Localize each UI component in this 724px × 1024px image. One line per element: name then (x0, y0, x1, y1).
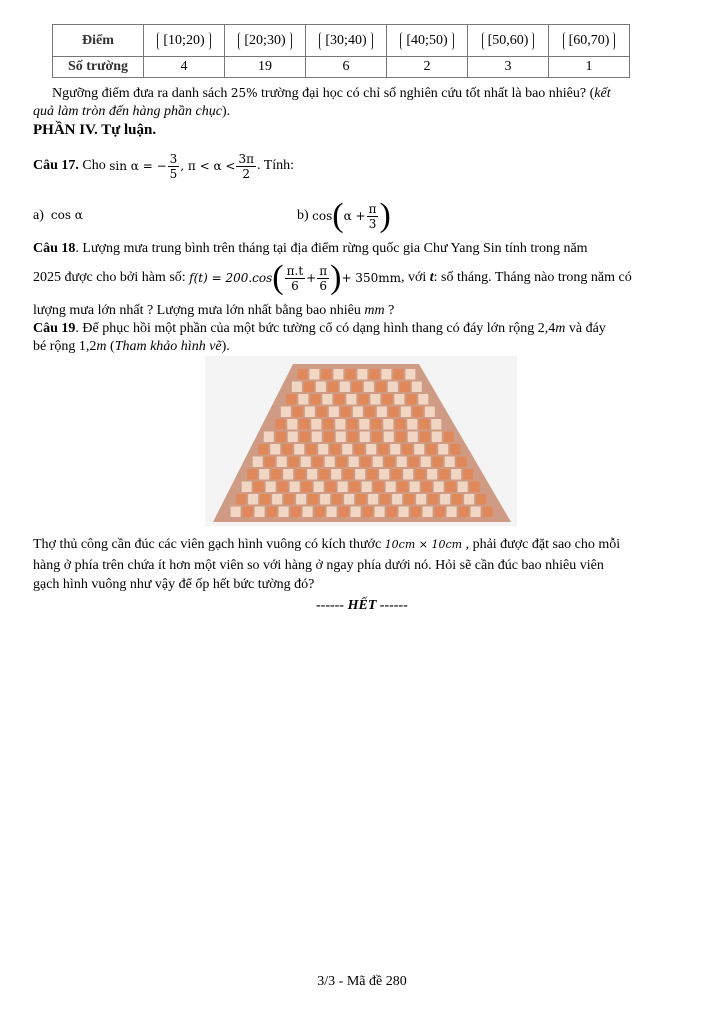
brick (359, 419, 369, 430)
brick (452, 494, 462, 505)
brick (305, 407, 315, 418)
brick (387, 507, 397, 518)
brick (374, 482, 384, 493)
brick (289, 457, 299, 468)
fraction: $\frac{\pi}{3}$ (368, 201, 377, 231)
brick (471, 507, 481, 518)
brick (445, 457, 455, 468)
fraction: $\frac{3\pi}{2}$ (238, 151, 254, 181)
interval-cell: [20;30) (238, 32, 291, 50)
brick (348, 432, 358, 443)
brick (342, 444, 352, 455)
brick (243, 507, 253, 518)
brick (259, 469, 269, 480)
q19-line1: Câu 19. Để phục hồi một phần của một bức tường cổ có dạng hình thang có đáy lớn rộng 2,4m và đáy (33, 321, 606, 336)
brick (344, 494, 354, 505)
brick (329, 407, 339, 418)
table-row (53, 57, 630, 78)
brick (381, 369, 391, 380)
brick (350, 482, 360, 493)
brick (392, 494, 402, 505)
q17-part-a: a) cos α (33, 208, 83, 223)
brick (347, 419, 357, 430)
brick (412, 382, 422, 393)
brick (382, 394, 392, 405)
q19-label: Câu 19 (33, 321, 76, 336)
q17-part-b: b) cos ( α + $\frac{\pi}{3}$ ) (297, 197, 391, 234)
brick (298, 394, 308, 405)
brick (425, 407, 435, 418)
interval-cell: [30;40) (319, 32, 372, 50)
brick (426, 444, 436, 455)
brick (446, 482, 456, 493)
brick (385, 457, 395, 468)
brick (310, 394, 320, 405)
brick (294, 444, 304, 455)
brick-wall-figure (205, 356, 517, 526)
brick (277, 457, 287, 468)
brick (373, 457, 383, 468)
brick (459, 507, 469, 518)
brick (363, 507, 373, 518)
brick (379, 469, 389, 480)
brick (394, 394, 404, 405)
brick (368, 494, 378, 505)
brick (391, 469, 401, 480)
count-cell: 6 (306, 57, 387, 78)
brick (434, 482, 444, 493)
brick (358, 394, 368, 405)
brick (438, 444, 448, 455)
brick (336, 432, 346, 443)
brick (393, 369, 403, 380)
brick (458, 482, 468, 493)
brick (314, 482, 324, 493)
brick (366, 444, 376, 455)
brick (287, 419, 297, 430)
brick (395, 419, 405, 430)
brick (435, 507, 445, 518)
brick (323, 419, 333, 430)
brick (282, 444, 292, 455)
brick (369, 369, 379, 380)
brick (330, 444, 340, 455)
brick (398, 482, 408, 493)
brick (309, 369, 319, 380)
brick (302, 482, 312, 493)
brick (451, 469, 461, 480)
brick (378, 444, 388, 455)
brick (376, 382, 386, 393)
brick (279, 507, 289, 518)
brick (413, 407, 423, 418)
page-footer: 3/3 - Mã đề 280 (317, 974, 407, 989)
brick (304, 382, 314, 393)
brick (440, 494, 450, 505)
brick (415, 469, 425, 480)
interval-cell: [60,70) (563, 32, 616, 50)
q19-para2-line3: gạch hình vuông như vậy để ốp hết bức tường đó? (33, 577, 315, 592)
interval-cell: [10;20) (157, 32, 210, 50)
brick (345, 369, 355, 380)
brick (308, 494, 318, 505)
brick (339, 507, 349, 518)
table-header-label: Điểm (53, 25, 144, 57)
brick (296, 494, 306, 505)
brick (405, 369, 415, 380)
brick (371, 419, 381, 430)
brick (397, 457, 407, 468)
brick (278, 482, 288, 493)
brick (414, 444, 424, 455)
brick (303, 507, 313, 518)
q17-statement: Câu 17. Cho sin α = − $\frac{3}{5}$ , π < α < $\frac{3\pi}{2}$ . Tính: (33, 151, 295, 181)
brick (401, 407, 411, 418)
brick (271, 469, 281, 480)
brick (390, 444, 400, 455)
brick (264, 432, 274, 443)
brick (327, 507, 337, 518)
fraction: $\frac{3}{5}$ (169, 151, 178, 181)
fraction: $\frac{\pi}{6}$ (319, 263, 328, 293)
brick (364, 382, 374, 393)
q18-line1: Câu 18. Lượng mưa trung bình trên tháng tại địa điểm rừng quốc gia Chư Yang Sin tính trong năm (33, 241, 588, 256)
brick (380, 494, 390, 505)
brick (260, 494, 270, 505)
brick (334, 394, 344, 405)
prev-question-line1: Ngưỡng điểm đưa ra danh sách 25% trường đại học có chỉ số nghiên cứu tốt nhất là bao nhiêu? (kết (52, 86, 611, 101)
brick (351, 507, 361, 518)
brick (337, 457, 347, 468)
brick (247, 469, 257, 480)
interval-cell: [50,60) (482, 32, 535, 50)
brick (384, 432, 394, 443)
brick (422, 482, 432, 493)
brick (457, 457, 467, 468)
brick (267, 507, 277, 518)
brick (349, 457, 359, 468)
brick (306, 444, 316, 455)
brick (403, 469, 413, 480)
brick (331, 469, 341, 480)
brick (367, 469, 377, 480)
brick (283, 469, 293, 480)
q19-para2-line1: Thợ thủ công cần đúc các viên gạch hình vuông có kích thước 10cm × 10cm , phải được đặt sao cho mỗi (33, 537, 621, 552)
brick (313, 457, 323, 468)
brick (338, 482, 348, 493)
brick (420, 432, 430, 443)
brick (362, 482, 372, 493)
brick (292, 382, 302, 393)
brick (432, 432, 442, 443)
brick (365, 407, 375, 418)
brick (319, 469, 329, 480)
brick (408, 432, 418, 443)
brick (439, 469, 449, 480)
brick (346, 394, 356, 405)
brick (419, 419, 429, 430)
q17-label: Câu 17. (33, 158, 79, 173)
brick (400, 382, 410, 393)
brick (383, 419, 393, 430)
brick (343, 469, 353, 480)
end-marker: ------ HẾT ------ (316, 598, 408, 613)
q18-line3: lượng mưa lớn nhất ? Lượng mưa lớn nhất bằng bao nhiêu mm ? (33, 303, 395, 318)
brick (236, 494, 246, 505)
count-cell: 1 (549, 57, 630, 78)
brick (410, 482, 420, 493)
brick (476, 494, 486, 505)
brick (407, 419, 417, 430)
brick (270, 444, 280, 455)
brick (335, 419, 345, 430)
brick (315, 507, 325, 518)
brick (301, 457, 311, 468)
brick (312, 432, 322, 443)
brick (447, 507, 457, 518)
brick (332, 494, 342, 505)
brick (288, 432, 298, 443)
brick (286, 394, 296, 405)
brick (317, 407, 327, 418)
brick (253, 457, 263, 468)
interval-cell: [40;50) (400, 32, 453, 50)
brick (354, 444, 364, 455)
brick (299, 419, 309, 430)
brick (418, 394, 428, 405)
brick (356, 494, 366, 505)
brick (318, 444, 328, 455)
brick (444, 432, 454, 443)
brick (386, 482, 396, 493)
q18-label: Câu 18 (33, 241, 76, 256)
brick (416, 494, 426, 505)
brick (409, 457, 419, 468)
brick (377, 407, 387, 418)
brick (399, 507, 409, 518)
brick (284, 494, 294, 505)
brick (389, 407, 399, 418)
brick (316, 382, 326, 393)
brick (355, 469, 365, 480)
brick (272, 494, 282, 505)
fraction: $\frac{\pi.t}{6}$ (286, 263, 304, 293)
brick (266, 482, 276, 493)
q19-para2-line2: hàng ở phía trên chứa ít hơn một viên so với hàng ở ngay phía dưới nó. Hỏi sẽ cần đúc bao nhiêu viên (33, 558, 604, 573)
q18-line2: 2025 được cho bởi hàm số: f(t) = 200.cos ( $\frac{\pi.t}{6}$ + $\frac{\pi}{6}$ ) + 350mm , với t : số tháng. Tháng nào trong năm có (33, 259, 632, 296)
brick (255, 507, 265, 518)
brick (307, 469, 317, 480)
brick (242, 482, 252, 493)
brick (290, 482, 300, 493)
table-row (53, 25, 630, 57)
brick (464, 494, 474, 505)
brick (293, 407, 303, 418)
brick (396, 432, 406, 443)
brick (328, 382, 338, 393)
brick (357, 369, 367, 380)
count-cell: 3 (468, 57, 549, 78)
q19-line2: bé rộng 1,2m (Tham khảo hình vẽ). (33, 339, 230, 354)
brick (353, 407, 363, 418)
brick (276, 432, 286, 443)
brick (404, 494, 414, 505)
brick (311, 419, 321, 430)
count-cell: 2 (387, 57, 468, 78)
brick (372, 432, 382, 443)
brick (341, 407, 351, 418)
brick (352, 382, 362, 393)
brick (281, 407, 291, 418)
count-cell: 4 (144, 57, 225, 78)
brick (370, 394, 380, 405)
prev-question-line2: quả làm tròn đến hàng phần chục). (33, 104, 231, 119)
count-cell: 19 (225, 57, 306, 78)
brick (483, 507, 493, 518)
brick (248, 494, 258, 505)
score-table (52, 24, 630, 78)
brick (326, 482, 336, 493)
brick (275, 419, 285, 430)
brick (291, 507, 301, 518)
brick (433, 457, 443, 468)
brick (388, 382, 398, 393)
brick (321, 369, 331, 380)
brick (265, 457, 275, 468)
brick (324, 432, 334, 443)
brick (428, 494, 438, 505)
section-title: PHẦN IV. Tự luận. (33, 122, 157, 138)
brick (325, 457, 335, 468)
brick (411, 507, 421, 518)
brick (427, 469, 437, 480)
brick (406, 394, 416, 405)
brick (322, 394, 332, 405)
brick (470, 482, 480, 493)
brick (431, 419, 441, 430)
brick (450, 444, 460, 455)
brick (231, 507, 241, 518)
brick (340, 382, 350, 393)
brick (421, 457, 431, 468)
brick (258, 444, 268, 455)
brick (375, 507, 385, 518)
brick (254, 482, 264, 493)
brick (361, 457, 371, 468)
brick (297, 369, 307, 380)
brick (463, 469, 473, 480)
brick (402, 444, 412, 455)
brick (320, 494, 330, 505)
brick (423, 507, 433, 518)
brick (333, 369, 343, 380)
brick (360, 432, 370, 443)
table-row-label: Số trường (53, 57, 144, 78)
brick (300, 432, 310, 443)
brick (295, 469, 305, 480)
